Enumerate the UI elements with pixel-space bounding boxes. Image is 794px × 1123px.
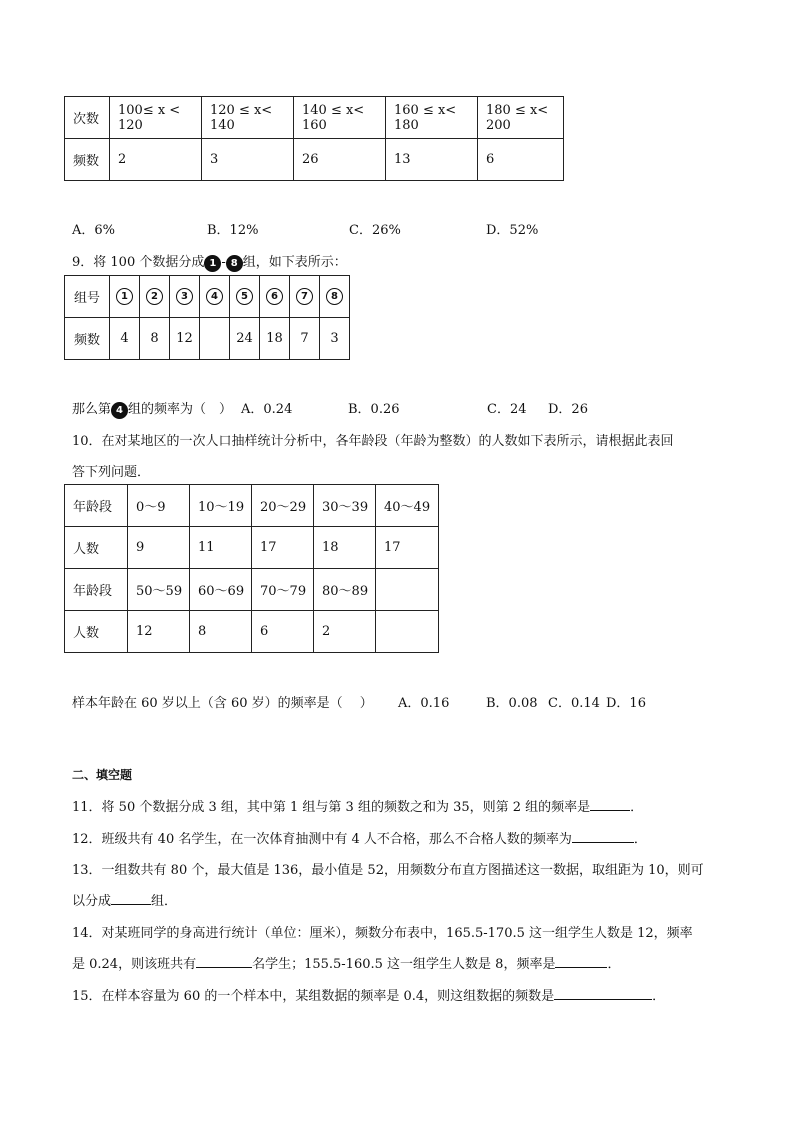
- q9-question: [72, 398, 232, 419]
- table-cell: 频数: [65, 318, 110, 360]
- q15: [72, 985, 665, 1004]
- table-cell: 60～69: [190, 569, 252, 611]
- table-cell: 18: [260, 318, 290, 360]
- q9-stem: [72, 251, 347, 272]
- circled-number: 8: [326, 288, 343, 305]
- q13-line2-before: 以分成: [72, 894, 112, 909]
- q12: [72, 828, 647, 847]
- table-cell: 17: [376, 527, 439, 569]
- table-cell: 频数: [65, 139, 110, 181]
- table-cell: [260, 276, 290, 318]
- table-cell: [140, 276, 170, 318]
- table-cell: 180 ≤ x< 200: [478, 97, 564, 139]
- q12-end: ．: [633, 832, 647, 847]
- table-cell: 11: [190, 527, 252, 569]
- table-cell: 160 ≤ x< 180: [386, 97, 478, 139]
- q12-text: 12．班级共有 40 名学生，在一次体育抽测中有 4 人不合格，那么不合格人数的频率为: [72, 832, 572, 847]
- q10-option-c: C．0.14: [548, 696, 600, 711]
- q9-option-c: C．24: [487, 402, 527, 417]
- table-cell: [200, 318, 230, 360]
- table-row: [65, 276, 350, 318]
- q13-line2: [72, 890, 177, 909]
- answer-blank[interactable]: [554, 987, 652, 1000]
- q8-option-d: D．52%: [486, 223, 539, 238]
- answer-blank[interactable]: [572, 830, 634, 843]
- q13-line2-after: 组．: [151, 894, 178, 909]
- q9-question-before: 那么第: [72, 402, 112, 417]
- q13-line1: 13．一组数共有 80 个，最大值是 136，最小值是 52，用频数分布直方图描述这一数据，取组距为 10，则可: [72, 863, 704, 878]
- q14-line2-end: ．: [607, 957, 621, 972]
- table-cell: 6: [252, 611, 314, 653]
- q8-option-c: C．26%: [349, 223, 401, 238]
- answer-blank[interactable]: [555, 955, 607, 968]
- q9-text-before: 9．将 100 个数据分成: [72, 255, 205, 270]
- table-cell: 17: [252, 527, 314, 569]
- q14-line2-b: 名学生；155.5-160.5 这一组学生人数是 8，频率是: [252, 957, 556, 972]
- table-cell: 8: [140, 318, 170, 360]
- circled-number: 5: [236, 288, 253, 305]
- table-cell: 人数: [65, 611, 128, 653]
- table-cell: [376, 611, 439, 653]
- table-cell: 24: [230, 318, 260, 360]
- q9-option-a: A．0.24: [241, 402, 293, 417]
- table-cell: 40～49: [376, 485, 439, 527]
- q10-question: 样本年龄在 60 岁以上（含 60 岁）的频率是（ ）: [72, 696, 373, 711]
- table-cell: [170, 276, 200, 318]
- q9-option-d: D．26: [548, 402, 588, 417]
- circled-number: 7: [296, 288, 313, 305]
- table-cell: [376, 569, 439, 611]
- table-cell: 年龄段: [65, 485, 128, 527]
- answer-blank[interactable]: [196, 955, 252, 968]
- table-cell: 10～19: [190, 485, 252, 527]
- table-cell: 20～29: [252, 485, 314, 527]
- table-cell: 7: [290, 318, 320, 360]
- circled-number: 4: [111, 402, 128, 419]
- table-cell: 12: [128, 611, 190, 653]
- q10-option-b: B．0.08: [486, 696, 538, 711]
- table-row: [65, 97, 564, 139]
- q10-stem-line2: 答下列问题．: [72, 465, 151, 480]
- table-cell: [110, 276, 140, 318]
- table-cell: [200, 276, 230, 318]
- table-cell: [230, 276, 260, 318]
- table-cell: 年龄段: [65, 569, 128, 611]
- table-cell: 6: [478, 139, 564, 181]
- circled-number: 3: [176, 288, 193, 305]
- table-cell: 18: [314, 527, 376, 569]
- circled-number: 1: [116, 288, 133, 305]
- table-cell: 140 ≤ x< 160: [294, 97, 386, 139]
- table-row: [65, 139, 564, 181]
- q10-option-a: A．0.16: [398, 696, 450, 711]
- q11: [72, 796, 643, 815]
- circled-number: 4: [206, 288, 223, 305]
- table-cell: 13: [386, 139, 478, 181]
- table-cell: 8: [190, 611, 252, 653]
- q14-line1: 14．对某班同学的身高进行统计（单位：厘米），频数分布表中，165.5-170.5 这一组学生人数是 12，频率: [72, 926, 693, 941]
- table-cell: 70～79: [252, 569, 314, 611]
- q9-range-sep: -: [221, 255, 226, 270]
- answer-blank[interactable]: [590, 798, 630, 811]
- circled-number: 6: [266, 288, 283, 305]
- circled-number: 8: [226, 255, 243, 272]
- table-cell: 100≤ x < 120: [110, 97, 202, 139]
- table-cell: 2: [110, 139, 202, 181]
- table-cell: 0～9: [128, 485, 190, 527]
- table-cell: 12: [170, 318, 200, 360]
- table-cell: [320, 276, 350, 318]
- table-cell: 次数: [65, 97, 110, 139]
- table-cell: 3: [320, 318, 350, 360]
- table-cell: 120 ≤ x< 140: [202, 97, 294, 139]
- table-row: [65, 485, 439, 527]
- table-cell: [290, 276, 320, 318]
- table-cell: 30～39: [314, 485, 376, 527]
- q14-line2: [72, 953, 620, 972]
- q14-line2-a: 是 0.24，则该班共有: [72, 957, 197, 972]
- table-row: [65, 318, 350, 360]
- circled-number: 2: [146, 288, 163, 305]
- group-frequency-table: [64, 275, 350, 360]
- table-cell: 3: [202, 139, 294, 181]
- table-row: [65, 611, 439, 653]
- q15-end: ．: [652, 989, 666, 1004]
- table-cell: 9: [128, 527, 190, 569]
- section-title: 二、填空题: [72, 768, 133, 782]
- table-cell: 2: [314, 611, 376, 653]
- q15-text: 15．在样本容量为 60 的一个样本中，某组数据的频率是 0.4，则这组数据的频数是: [72, 989, 555, 1004]
- answer-blank[interactable]: [111, 892, 151, 905]
- age-table: [64, 484, 439, 653]
- table-cell: 组号: [65, 276, 110, 318]
- table-cell: 4: [110, 318, 140, 360]
- q10-stem-line1: 10．在对某地区的一次人口抽样统计分析中，各年龄段（年龄为整数）的人数如下表所示，请根据此表回: [72, 434, 674, 449]
- q9-option-b: B．0.26: [348, 402, 400, 417]
- table-row: [65, 569, 439, 611]
- frequency-table-1: [64, 96, 564, 181]
- q9-question-after: 组的频率为（ ）: [128, 402, 233, 417]
- q8-option-a: A．6%: [72, 223, 116, 238]
- table-cell: 50～59: [128, 569, 190, 611]
- table-cell: 26: [294, 139, 386, 181]
- q10-option-d: D．16: [606, 696, 646, 711]
- q11-end: ．: [630, 800, 644, 815]
- q8-option-b: B．12%: [207, 223, 259, 238]
- q11-text: 11．将 50 个数据分成 3 组，其中第 1 组与第 3 组的频数之和为 35，则第 2 组的频率是: [72, 800, 591, 815]
- circled-number: 1: [204, 255, 221, 272]
- q9-text-after: 组，如下表所示：: [242, 255, 347, 270]
- table-cell: 人数: [65, 527, 128, 569]
- table-row: [65, 527, 439, 569]
- table-cell: 80～89: [314, 569, 376, 611]
